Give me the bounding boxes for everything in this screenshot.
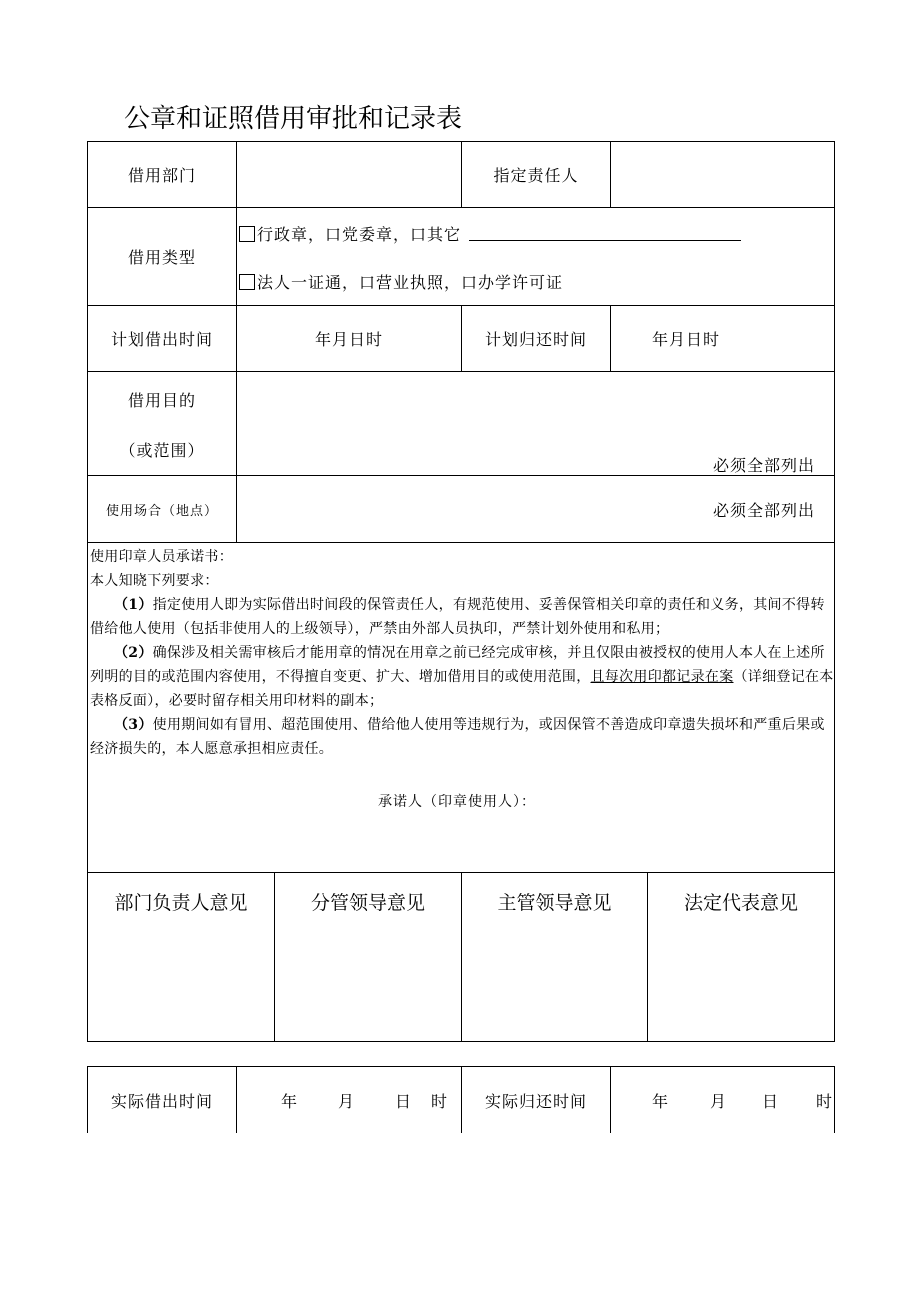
main-leader-opinion-field[interactable]	[462, 920, 647, 1040]
dept-head-opinion-field[interactable]	[88, 920, 274, 1040]
main-leader-opinion-label: 主管领导意见	[497, 892, 612, 914]
item-2-text-underlined: 且每次用印都记录在案	[590, 669, 734, 685]
item-3-number: （3）	[114, 717, 153, 733]
out-year: 年	[281, 1092, 299, 1111]
out-month: 月	[338, 1092, 356, 1111]
commitment-intro: 本人知晓下列要求：	[90, 573, 219, 589]
supervisor-opinion-label: 分管领导意见	[310, 892, 425, 914]
item-3-text: 使用期间如有冒用、超范围使用、借给他人使用等违规行为，或因保管不善造成印章遗失损坏和严重后果或经济损失的，本人愿意承担相应责任。	[90, 717, 825, 757]
actual-out-time-label: 实际借出时间	[110, 1091, 213, 1111]
planned-return-time-label: 计划归还时间	[484, 330, 587, 349]
legal-rep-opinion-field[interactable]	[648, 920, 834, 1040]
page-title: 公章和证照借用审批和记录表	[124, 104, 463, 134]
item-2-text-a: 确保涉及相关需审核后才能用章的情况在用章之前已经完成审核，并且仅限由被授权的使用人本人在上述所列明的目的或范围内容使用，不得擅自变更、扩大、增加借用目的或使用范围，	[90, 645, 825, 685]
commitment-heading: 使用印章人员承诺书：	[90, 549, 233, 565]
borrow-type-label: 借用类型	[127, 248, 196, 267]
commitment-item-1	[90, 593, 835, 641]
checkbox-icon[interactable]	[239, 226, 255, 242]
return-year: 年	[652, 1092, 670, 1111]
actual-return-time-label: 实际归还时间	[484, 1091, 587, 1111]
planned-return-time-field[interactable]: 年月日时	[651, 330, 720, 349]
checkbox-icon[interactable]	[239, 274, 255, 290]
other-fill-line[interactable]	[469, 226, 741, 241]
responsible-person-label: 指定责任人	[493, 166, 579, 185]
item-1-text: 指定使用人即为实际借出时间段的保管责任人，有规范使用、妥善保管相关印章的责任和义务，其间不得转借给他人使用（包括非使用人的上级领导），严禁由外部人员执印，严禁计划外使用和私用；	[90, 597, 825, 637]
legal-rep-opinion-label: 法定代表意见	[683, 892, 798, 914]
options-line2-text: 法人一证通，口营业执照，口办学许可证	[257, 273, 564, 292]
borrow-type-options-line2[interactable]	[239, 270, 563, 293]
signer-label: 承诺人（印章使用人）：	[378, 794, 536, 810]
planned-out-time-field[interactable]: 年月日时	[314, 330, 383, 349]
return-month: 月	[710, 1092, 728, 1111]
out-day: 日	[395, 1092, 413, 1111]
return-day: 日	[762, 1092, 780, 1111]
borrow-dept-label: 借用部门	[127, 166, 196, 185]
item-1-number: （1）	[114, 597, 153, 613]
purpose-label: 借用目的	[127, 390, 196, 410]
return-hour: 时	[816, 1092, 834, 1111]
actual-return-time-field[interactable]	[611, 1067, 834, 1133]
borrow-type-options-line1[interactable]	[239, 222, 741, 245]
planned-out-time-label: 计划借出时间	[110, 330, 213, 349]
item-2-text-b: （详细登记在本表格反面），必要时留存相关用印材料的副本；	[90, 669, 834, 709]
options-line1-text: 行政章，口党委章，口其它	[257, 225, 462, 244]
actual-out-time-field[interactable]	[237, 1067, 461, 1133]
commitment-item-2	[90, 641, 835, 713]
purpose-label-sub: （或范围）	[119, 440, 205, 460]
supervisor-opinion-field[interactable]	[275, 920, 461, 1040]
out-hour: 时	[431, 1092, 449, 1111]
signer-field[interactable]	[560, 786, 820, 812]
usage-place-hint: 必须全部列出	[713, 501, 816, 520]
responsible-person-field[interactable]	[611, 142, 834, 207]
purpose-hint: 必须全部列出	[713, 456, 816, 475]
commitment-item-3	[90, 713, 835, 761]
item-2-number: （2）	[114, 645, 153, 661]
borrow-dept-field[interactable]	[237, 142, 461, 207]
usage-place-label: 使用场合（地点）	[105, 503, 218, 519]
dept-head-opinion-label: 部门负责人意见	[114, 892, 248, 914]
commitment-block	[90, 545, 835, 761]
